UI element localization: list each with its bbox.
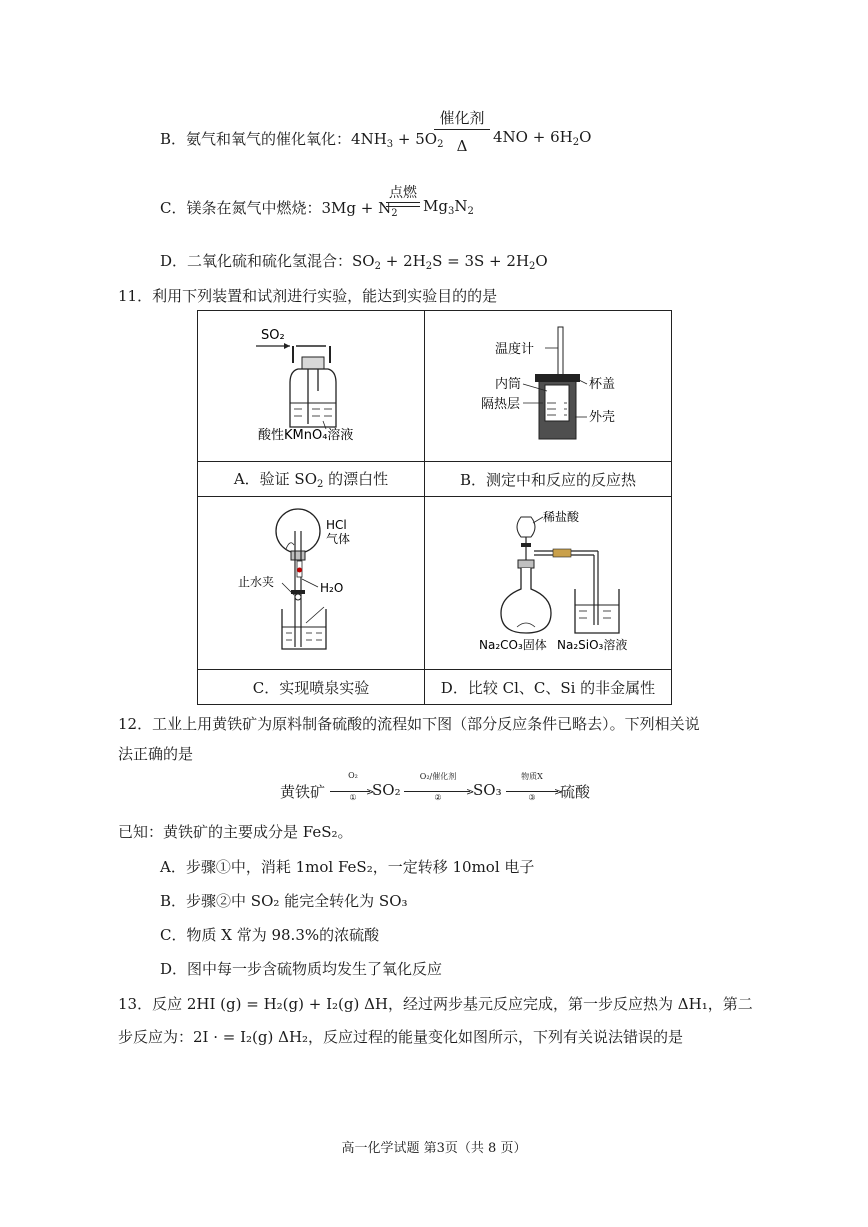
- kmno4-label: 酸性KMnO₄溶液: [258, 428, 354, 443]
- shell-label: 外壳: [589, 410, 616, 425]
- option-d-equation: $SO_2 + 2H_2S = 3S + 2H_2O$: [352, 252, 548, 272]
- q12-option-a: A．步骤①中，消耗 1mol FeS₂，一定转移 10mol 电子: [160, 858, 535, 876]
- page-footer: 高一化学试题 第3页（共 8 页）: [341, 1141, 527, 1156]
- option-b-label: B．氨气和氧气的催化氧化：: [160, 130, 352, 148]
- gas-washing-bottle-figure: [198, 311, 424, 457]
- hcl-label: HCl: [326, 518, 347, 532]
- figure-c: [198, 497, 425, 670]
- flow-arrow3-top: 物质X: [521, 772, 543, 781]
- na2sio3-label: Na₂SiO₃溶液: [557, 638, 628, 652]
- option-c-equals: [386, 202, 420, 207]
- caption-b: B．测定中和反应的反应热: [425, 462, 672, 497]
- q13-stem-line1: 13．反应 2HI (g) = H₂(g) + I₂(g) ΔH，经过两步基元反应完成，第一步反应热为 ΔH₁，第二: [118, 995, 753, 1013]
- option-b-rhs: $4NO + 6H_2O$: [493, 128, 592, 148]
- option-b-arrow-line: [434, 129, 490, 132]
- flow-arrow1-top: O₂: [348, 771, 358, 780]
- flow-arrow1-bottom: ①: [349, 793, 357, 802]
- flow-sulfuric-acid: 硫酸: [560, 783, 591, 801]
- option-b-catalyst: 催化剂: [439, 109, 485, 127]
- q10-option-c: [160, 197, 398, 219]
- nonmetal-comparison-figure: [425, 497, 671, 665]
- flow-pyrite: 黄铁矿: [280, 783, 326, 801]
- water-label: H₂O: [320, 581, 344, 595]
- q10-option-d: [160, 250, 548, 272]
- option-b-lhs: $4NH_3 + 5O_2$: [351, 130, 444, 150]
- q11-apparatus-table: [197, 310, 672, 705]
- caption-c: C．实现喷泉实验: [198, 670, 425, 705]
- thermometer-label: 温度计: [495, 342, 535, 357]
- flow-so2: SO₂: [372, 781, 401, 799]
- option-c-ignite: 点燃: [389, 185, 417, 201]
- inner-cup-label: 内筒: [495, 377, 522, 392]
- flow-arrow2-bottom: ②: [434, 793, 442, 802]
- fountain-experiment-figure: [198, 497, 424, 665]
- q12-option-d: D．图中每一步含硫物质均发生了氧化反应: [160, 960, 443, 978]
- option-d-label: D．二氧化硫和硫化氢混合：: [160, 252, 353, 270]
- flow-arrow3: [506, 791, 558, 792]
- flow-arrow1: [330, 791, 370, 792]
- option-c-rhs: $Mg_3N_2$: [423, 197, 474, 217]
- figure-d: [425, 497, 672, 670]
- q12-option-b: B．步骤②中 SO₂ 能完全转化为 SO₃: [160, 892, 408, 910]
- na2co3-label: Na₂CO₃固体: [479, 638, 547, 652]
- caption-a: A．验证 $SO_2$ 的漂白性: [198, 462, 425, 497]
- gas-label: 气体: [326, 532, 351, 546]
- lid-label: 杯盖: [589, 377, 616, 392]
- option-b-heat: Δ: [456, 137, 468, 155]
- flow-arrow2-top: O₂/催化剂: [419, 772, 457, 781]
- q11-stem: 11．利用下列装置和试剂进行实验，能达到实验目的的是: [118, 287, 498, 305]
- q12-known: 已知：黄铁矿的主要成分是 FeS₂。: [118, 823, 353, 841]
- figure-a: [198, 311, 425, 462]
- q13-stem-line2: 步反应为：2I · = I₂(g) ΔH₂，反应过程的能量变化如图所示，下列有关说法错误的是: [118, 1028, 684, 1046]
- figure-b: [425, 311, 672, 462]
- q12-option-c: C．物质 X 常为 98.3%的浓硫酸: [160, 926, 380, 944]
- clamp-label: 止水夹: [238, 575, 275, 589]
- flow-arrow3-bottom: ③: [528, 793, 536, 802]
- q10-option-b: [160, 128, 443, 150]
- calorimeter-figure: [425, 311, 671, 457]
- flow-arrow2-head: >: [466, 787, 475, 798]
- option-c-lhs: $3Mg + N_2$: [321, 199, 398, 219]
- option-c-label: C．镁条在氮气中燃烧：: [160, 199, 322, 217]
- so2-label: SO₂: [261, 328, 285, 343]
- q12-stem-line2: 法正确的是: [118, 745, 194, 763]
- flow-arrow1-head: >: [366, 787, 375, 798]
- q12-stem-line1: 12．工业上用黄铁矿为原料制备硫酸的流程如下图（部分反应条件已略去）。下列相关说: [118, 715, 700, 733]
- caption-d: D．比较 Cl、C、Si 的非金属性: [425, 670, 672, 705]
- flow-arrow3-head: >: [554, 787, 563, 798]
- flow-arrow2: [404, 791, 470, 792]
- flow-so3: SO₃: [473, 781, 502, 799]
- hcl-acid-label: 稀盐酸: [543, 510, 580, 524]
- insulation-label: 隔热层: [481, 397, 521, 412]
